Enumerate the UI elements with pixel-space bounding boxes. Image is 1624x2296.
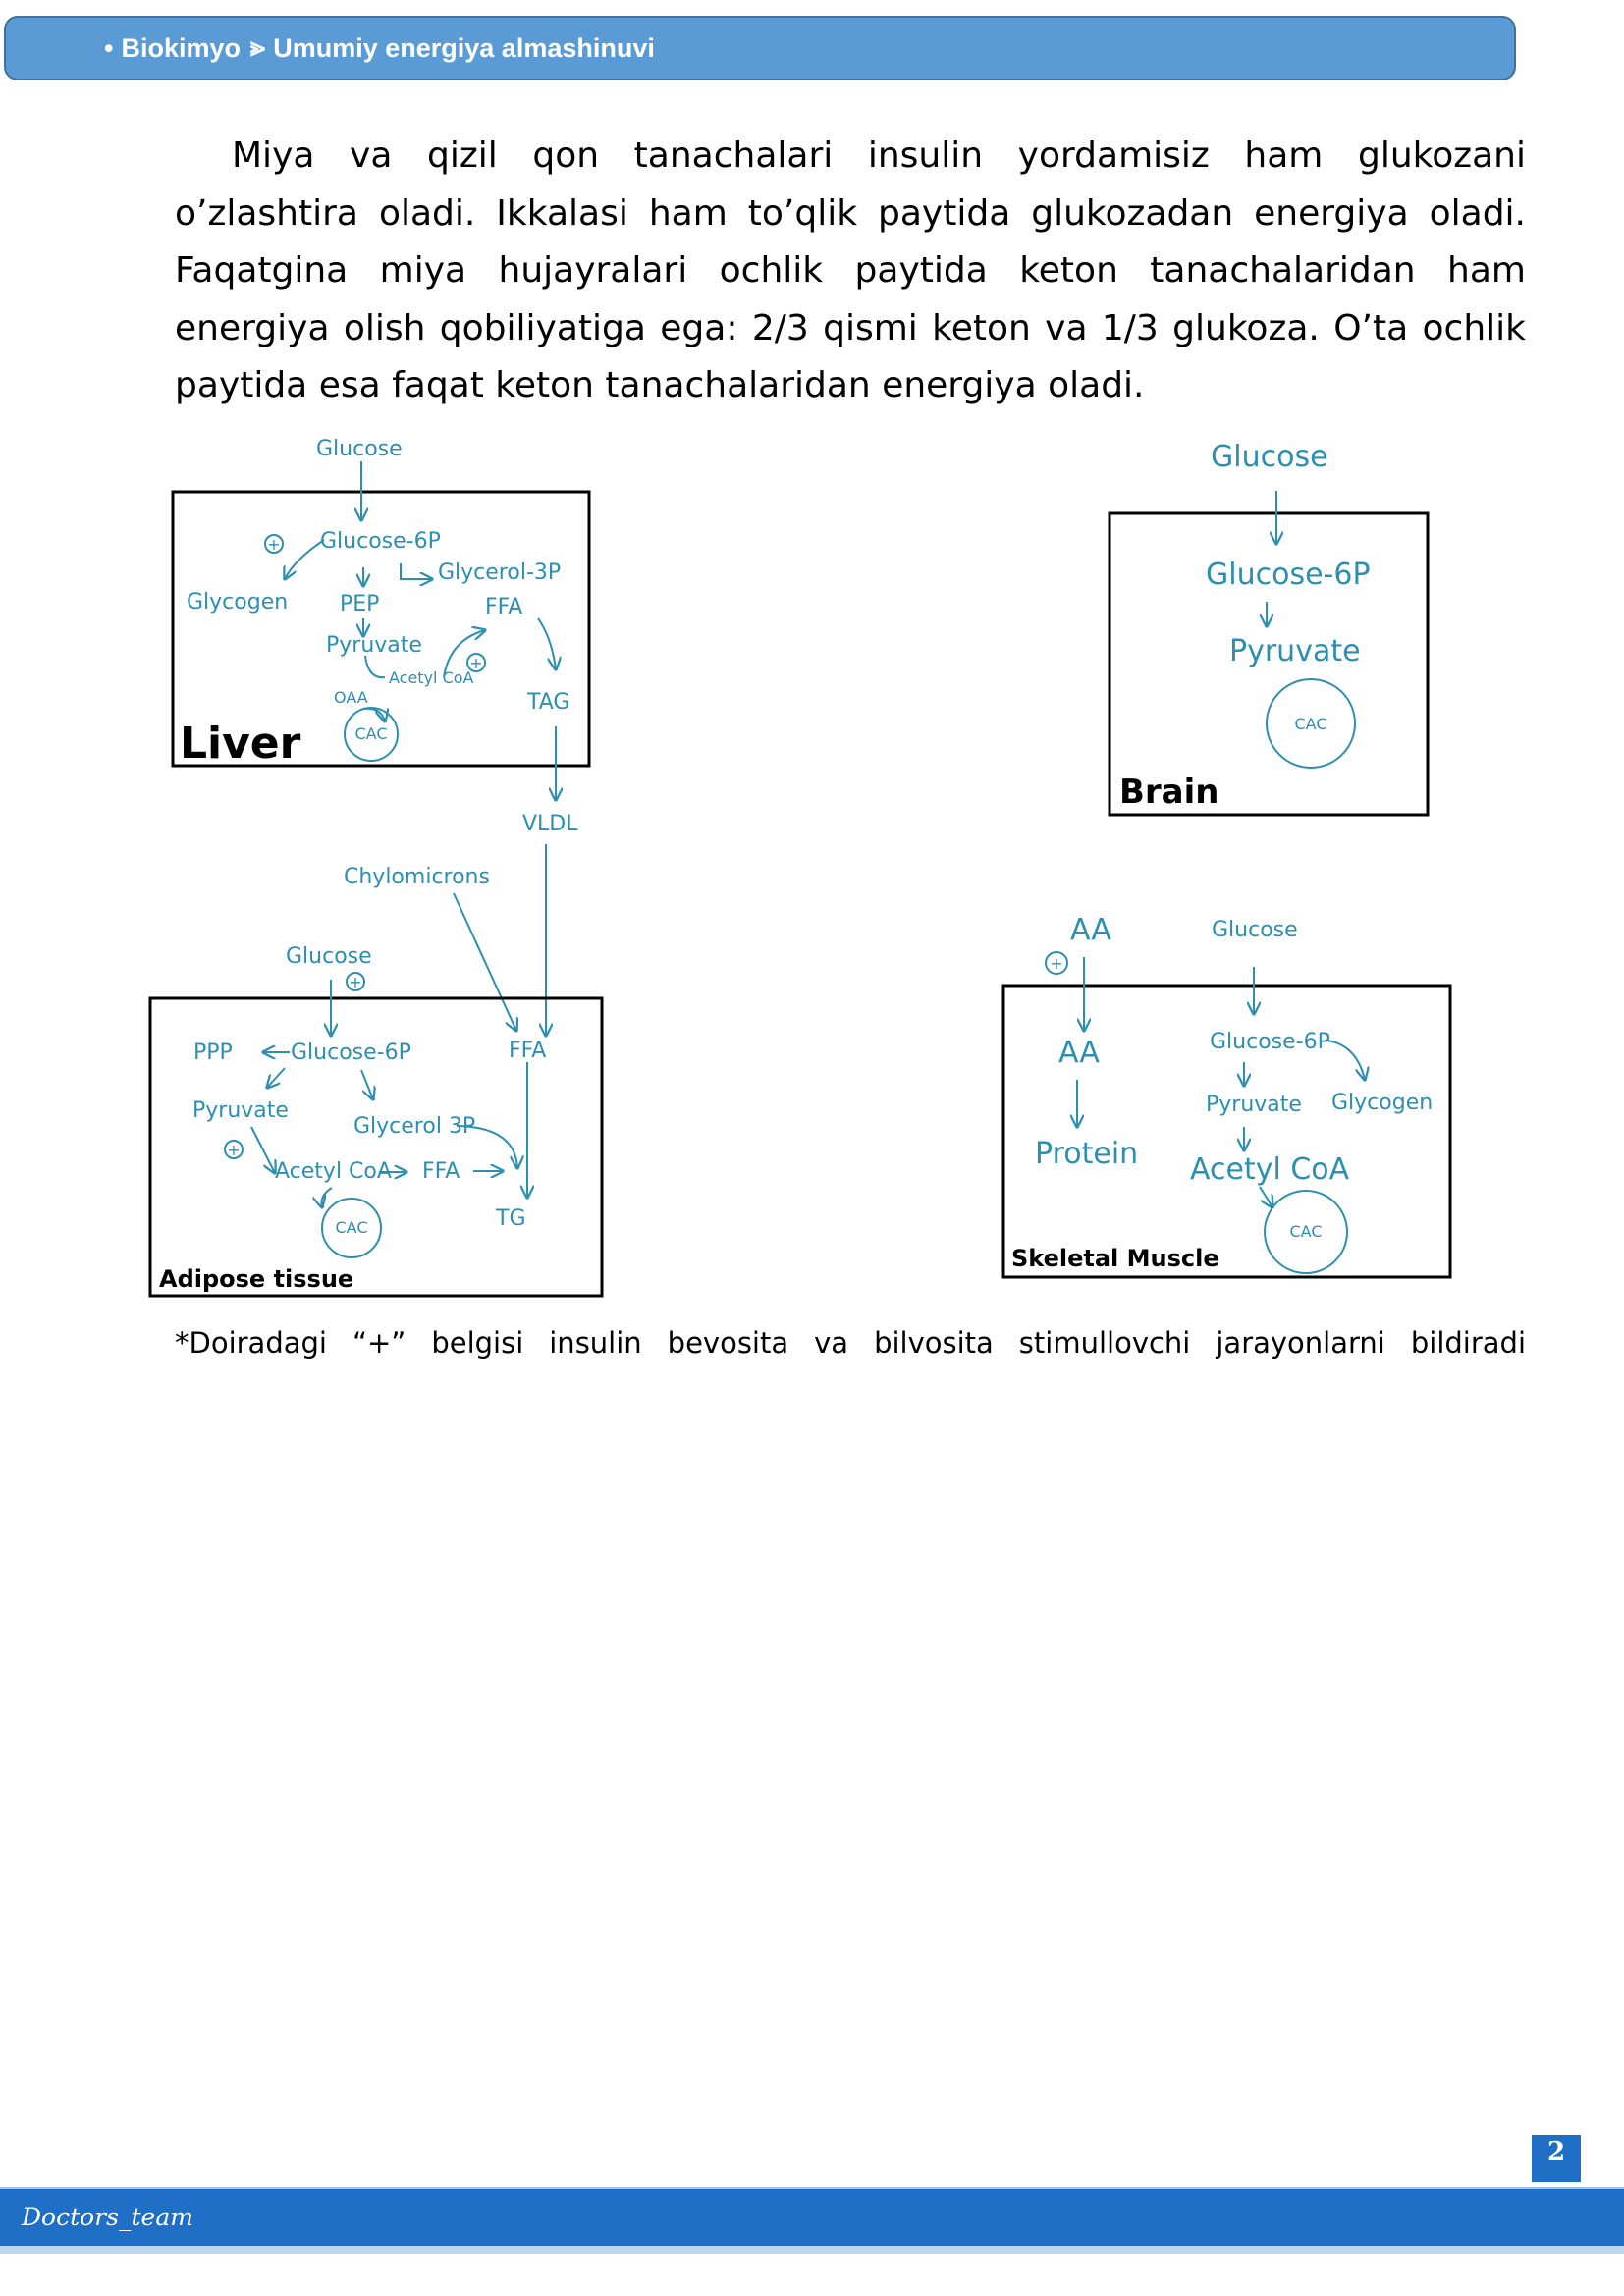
adipose-ppp: PPP xyxy=(193,1041,233,1065)
footnote: *Doiradagi “+” belgisi insulin bevosita va bilvosita stimullovchi jarayonlarni bildiradi xyxy=(175,1326,1526,1360)
liver-acetyl-plus: + xyxy=(469,654,483,672)
page-number: 2 xyxy=(1528,2135,1581,2182)
double-chevron-icon: ⪢ xyxy=(249,32,266,62)
adipose-glycerol3p: Glycerol 3P xyxy=(353,1114,476,1139)
adipose-ffa-in: FFA xyxy=(509,1039,547,1063)
muscle-pyruvate: Pyruvate xyxy=(1206,1093,1302,1117)
adipose-glucose-in: Glucose xyxy=(286,944,372,969)
liver-label: Liver xyxy=(180,719,301,769)
muscle-protein: Protein xyxy=(1035,1137,1139,1171)
brain-glucose6p: Glucose-6P xyxy=(1206,558,1371,592)
brain-pyruvate: Pyruvate xyxy=(1229,634,1361,668)
header-section: Biokimyo xyxy=(121,32,241,63)
brain-glucose-in: Glucose xyxy=(1211,440,1328,474)
muscle-cac: CAC xyxy=(1289,1222,1323,1241)
footer-strip xyxy=(0,2246,1624,2254)
header-bar xyxy=(4,16,1516,80)
chylomicrons-label: Chylomicrons xyxy=(344,865,490,889)
adipose-glucose-plus: + xyxy=(349,973,362,991)
liver-insulin-plus: + xyxy=(267,535,281,554)
muscle-acetyl-coa: Acetyl CoA xyxy=(1190,1152,1350,1187)
adipose-acetyl-coa: Acetyl CoA xyxy=(275,1159,392,1184)
body-paragraph: Miya va qizil qon tanachalari insulin yordamisiz ham glukozani o’zlashtira oladi. Ikkalasi ham to’qlik paytida glukozadan energiya oladi. Faqatgina miya hujayralari ochlik paytida keton tanachalaridan ham energiya olish qobiliyatiga ega: 2/3 qismi keton va 1/3 glukoza. O’ta ochlik paytida esa faqat keton tanachalaridan energiya oladi. xyxy=(175,135,1526,405)
liver-cac: CAC xyxy=(354,724,388,743)
liver-glycogen: Glycogen xyxy=(187,590,289,614)
muscle-label: Skeletal Muscle xyxy=(1011,1245,1219,1272)
adipose-label: Adipose tissue xyxy=(159,1265,354,1293)
adipose-ffa: FFA xyxy=(422,1159,460,1184)
vldl-label: VLDL xyxy=(522,812,578,836)
footer-text: Doctors_team xyxy=(22,2203,193,2231)
liver-pep: PEP xyxy=(340,592,380,616)
brain-label: Brain xyxy=(1119,773,1219,812)
muscle-aa-in: AA xyxy=(1070,913,1111,947)
liver-ffa: FFA xyxy=(485,595,523,619)
adipose-pyruvate: Pyruvate xyxy=(192,1098,289,1123)
metabolism-diagram xyxy=(0,422,1624,1306)
bullet-icon: • xyxy=(104,32,114,63)
muscle-glycogen: Glycogen xyxy=(1331,1091,1434,1115)
header-topic: Umumiy energiya almashinuvi xyxy=(273,32,655,63)
liver-glucose-in: Glucose xyxy=(316,437,403,461)
adipose-tg: TG xyxy=(496,1206,526,1231)
adipose-glucose6p: Glucose-6P xyxy=(291,1041,411,1065)
muscle-glucose6p: Glucose-6P xyxy=(1210,1030,1330,1054)
footer-bar xyxy=(0,2187,1624,2248)
adipose-cac: CAC xyxy=(335,1218,368,1237)
liver-pyruvate: Pyruvate xyxy=(326,633,422,658)
liver-tag: TAG xyxy=(527,690,570,715)
liver-glycerol3p: Glycerol-3P xyxy=(438,561,562,585)
brain-cac: CAC xyxy=(1294,715,1327,733)
liver-glucose6p: Glucose-6P xyxy=(320,529,441,554)
muscle-glucose-in: Glucose xyxy=(1212,918,1298,942)
adipose-pyruvate-plus: + xyxy=(227,1141,241,1159)
muscle-aa-plus: + xyxy=(1050,954,1063,973)
liver-acetyl-coa: Acetyl CoA xyxy=(389,668,474,687)
liver-oaa: OAA xyxy=(334,688,368,707)
muscle-aa: AA xyxy=(1058,1036,1100,1070)
